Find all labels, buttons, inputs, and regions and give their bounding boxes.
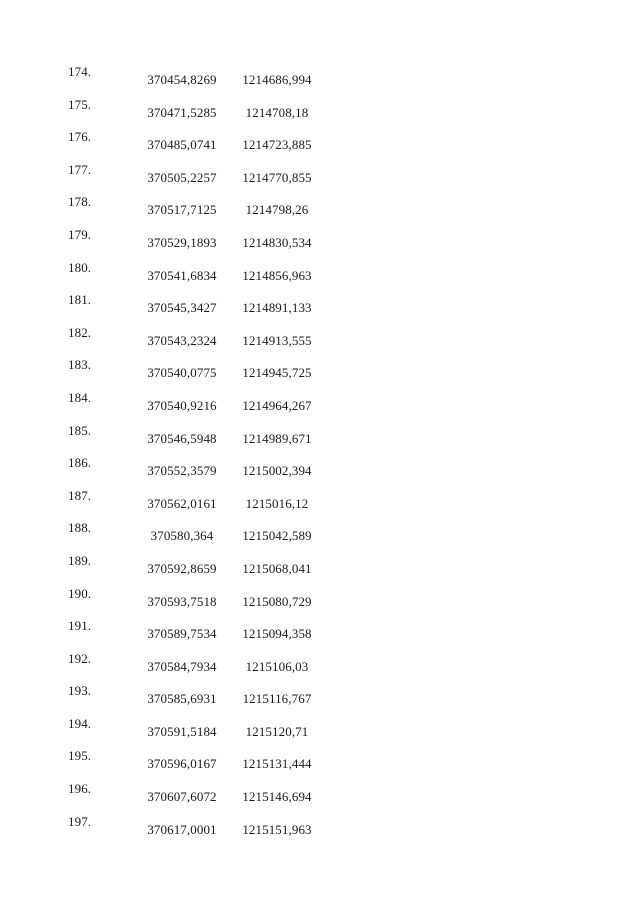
y-coordinate: 1214723,885 xyxy=(242,137,312,153)
point-number: 193. xyxy=(68,683,92,699)
coordinate-row xyxy=(0,323,640,356)
y-coordinate: 1214708,18 xyxy=(245,104,309,120)
x-coordinate: 370545,3427 xyxy=(147,300,217,316)
x-coordinate: 370596,0167 xyxy=(147,756,217,772)
x-coordinate: 370471,5285 xyxy=(147,104,217,120)
x-coordinate: 370617,0001 xyxy=(147,821,217,837)
y-coordinate: 1215094,358 xyxy=(242,626,312,642)
y-coordinate: 1215146,694 xyxy=(242,789,312,805)
coordinate-row xyxy=(0,355,640,388)
point-number: 197. xyxy=(68,813,92,829)
coordinate-row xyxy=(0,62,640,95)
y-coordinate: 1215106,03 xyxy=(245,658,309,674)
point-number: 188. xyxy=(68,520,92,536)
coordinate-row xyxy=(0,95,640,128)
point-number: 182. xyxy=(68,324,92,340)
y-coordinate: 1214989,671 xyxy=(242,430,312,446)
y-coordinate: 1214891,133 xyxy=(242,300,312,316)
coordinate-row xyxy=(0,812,640,845)
y-coordinate: 1214686,994 xyxy=(242,72,312,87)
y-coordinate: 1214830,534 xyxy=(242,234,312,250)
y-coordinate: 1214964,267 xyxy=(242,397,312,413)
x-coordinate: 370580,364 xyxy=(150,528,214,544)
point-number: 179. xyxy=(68,226,92,242)
coordinate-row xyxy=(0,421,640,454)
coordinate-row xyxy=(0,518,640,551)
x-coordinate: 370552,3579 xyxy=(147,463,217,479)
point-number: 189. xyxy=(68,552,92,568)
x-coordinate: 370485,0741 xyxy=(147,137,217,153)
point-number: 176. xyxy=(68,129,92,145)
point-number: 190. xyxy=(68,585,92,601)
x-coordinate: 370585,6931 xyxy=(147,691,217,707)
coordinate-row xyxy=(0,681,640,714)
x-coordinate: 370546,5948 xyxy=(147,430,217,446)
point-number: 181. xyxy=(68,292,92,308)
y-coordinate: 1215116,767 xyxy=(242,691,312,707)
x-coordinate: 370540,9216 xyxy=(147,397,217,413)
coordinate-row xyxy=(0,290,640,323)
coordinate-row xyxy=(0,192,640,225)
coordinate-row xyxy=(0,127,640,160)
point-number: 186. xyxy=(68,455,92,471)
x-coordinate: 370540,0775 xyxy=(147,365,217,381)
x-coordinate: 370562,0161 xyxy=(147,495,217,511)
y-coordinate: 1214798,26 xyxy=(245,202,309,218)
point-number: 178. xyxy=(68,194,92,210)
x-coordinate: 370607,6072 xyxy=(147,789,217,805)
y-coordinate: 1215120,71 xyxy=(245,723,309,739)
y-coordinate: 1215151,963 xyxy=(242,821,312,837)
y-coordinate: 1214945,725 xyxy=(242,365,312,381)
y-coordinate: 1215080,729 xyxy=(242,593,312,609)
coordinate-row xyxy=(0,258,640,291)
coordinate-row xyxy=(0,551,640,584)
point-number: 175. xyxy=(68,96,92,112)
y-coordinate: 1214913,555 xyxy=(242,332,312,348)
point-number: 191. xyxy=(68,618,92,634)
coordinate-row xyxy=(0,388,640,421)
y-coordinate: 1215131,444 xyxy=(242,756,312,772)
coordinate-row xyxy=(0,714,640,747)
y-coordinate: 1214770,855 xyxy=(242,169,312,185)
x-coordinate: 370543,2324 xyxy=(147,332,217,348)
x-coordinate: 370505,2257 xyxy=(147,169,217,185)
x-coordinate: 370529,1893 xyxy=(147,234,217,250)
x-coordinate: 370517,7125 xyxy=(147,202,217,218)
coordinate-row xyxy=(0,486,640,519)
x-coordinate: 370454,8269 xyxy=(147,72,217,87)
coordinate-row xyxy=(0,453,640,486)
point-number: 192. xyxy=(68,650,92,666)
y-coordinate: 1214856,963 xyxy=(242,267,312,283)
point-number: 195. xyxy=(68,748,92,764)
point-number: 196. xyxy=(68,781,92,797)
point-number: 174. xyxy=(68,64,92,79)
coordinate-row xyxy=(0,779,640,812)
point-number: 177. xyxy=(68,161,92,177)
point-number: 194. xyxy=(68,715,92,731)
coordinate-row xyxy=(0,649,640,682)
x-coordinate: 370584,7934 xyxy=(147,658,217,674)
point-number: 184. xyxy=(68,389,92,405)
coordinate-list xyxy=(0,62,640,844)
x-coordinate: 370591,5184 xyxy=(147,723,217,739)
y-coordinate: 1215042,589 xyxy=(242,528,312,544)
point-number: 185. xyxy=(68,422,92,438)
x-coordinate: 370592,8659 xyxy=(147,560,217,576)
point-number: 183. xyxy=(68,357,92,373)
y-coordinate: 1215068,041 xyxy=(242,560,312,576)
x-coordinate: 370593,7518 xyxy=(147,593,217,609)
y-coordinate: 1215016,12 xyxy=(245,495,309,511)
point-number: 180. xyxy=(68,259,92,275)
x-coordinate: 370541,6834 xyxy=(147,267,217,283)
coordinate-row xyxy=(0,616,640,649)
coordinate-row xyxy=(0,160,640,193)
point-number: 187. xyxy=(68,487,92,503)
coordinate-row xyxy=(0,584,640,617)
y-coordinate: 1215002,394 xyxy=(242,463,312,479)
x-coordinate: 370589,7534 xyxy=(147,626,217,642)
coordinate-row xyxy=(0,746,640,779)
coordinate-row xyxy=(0,225,640,258)
